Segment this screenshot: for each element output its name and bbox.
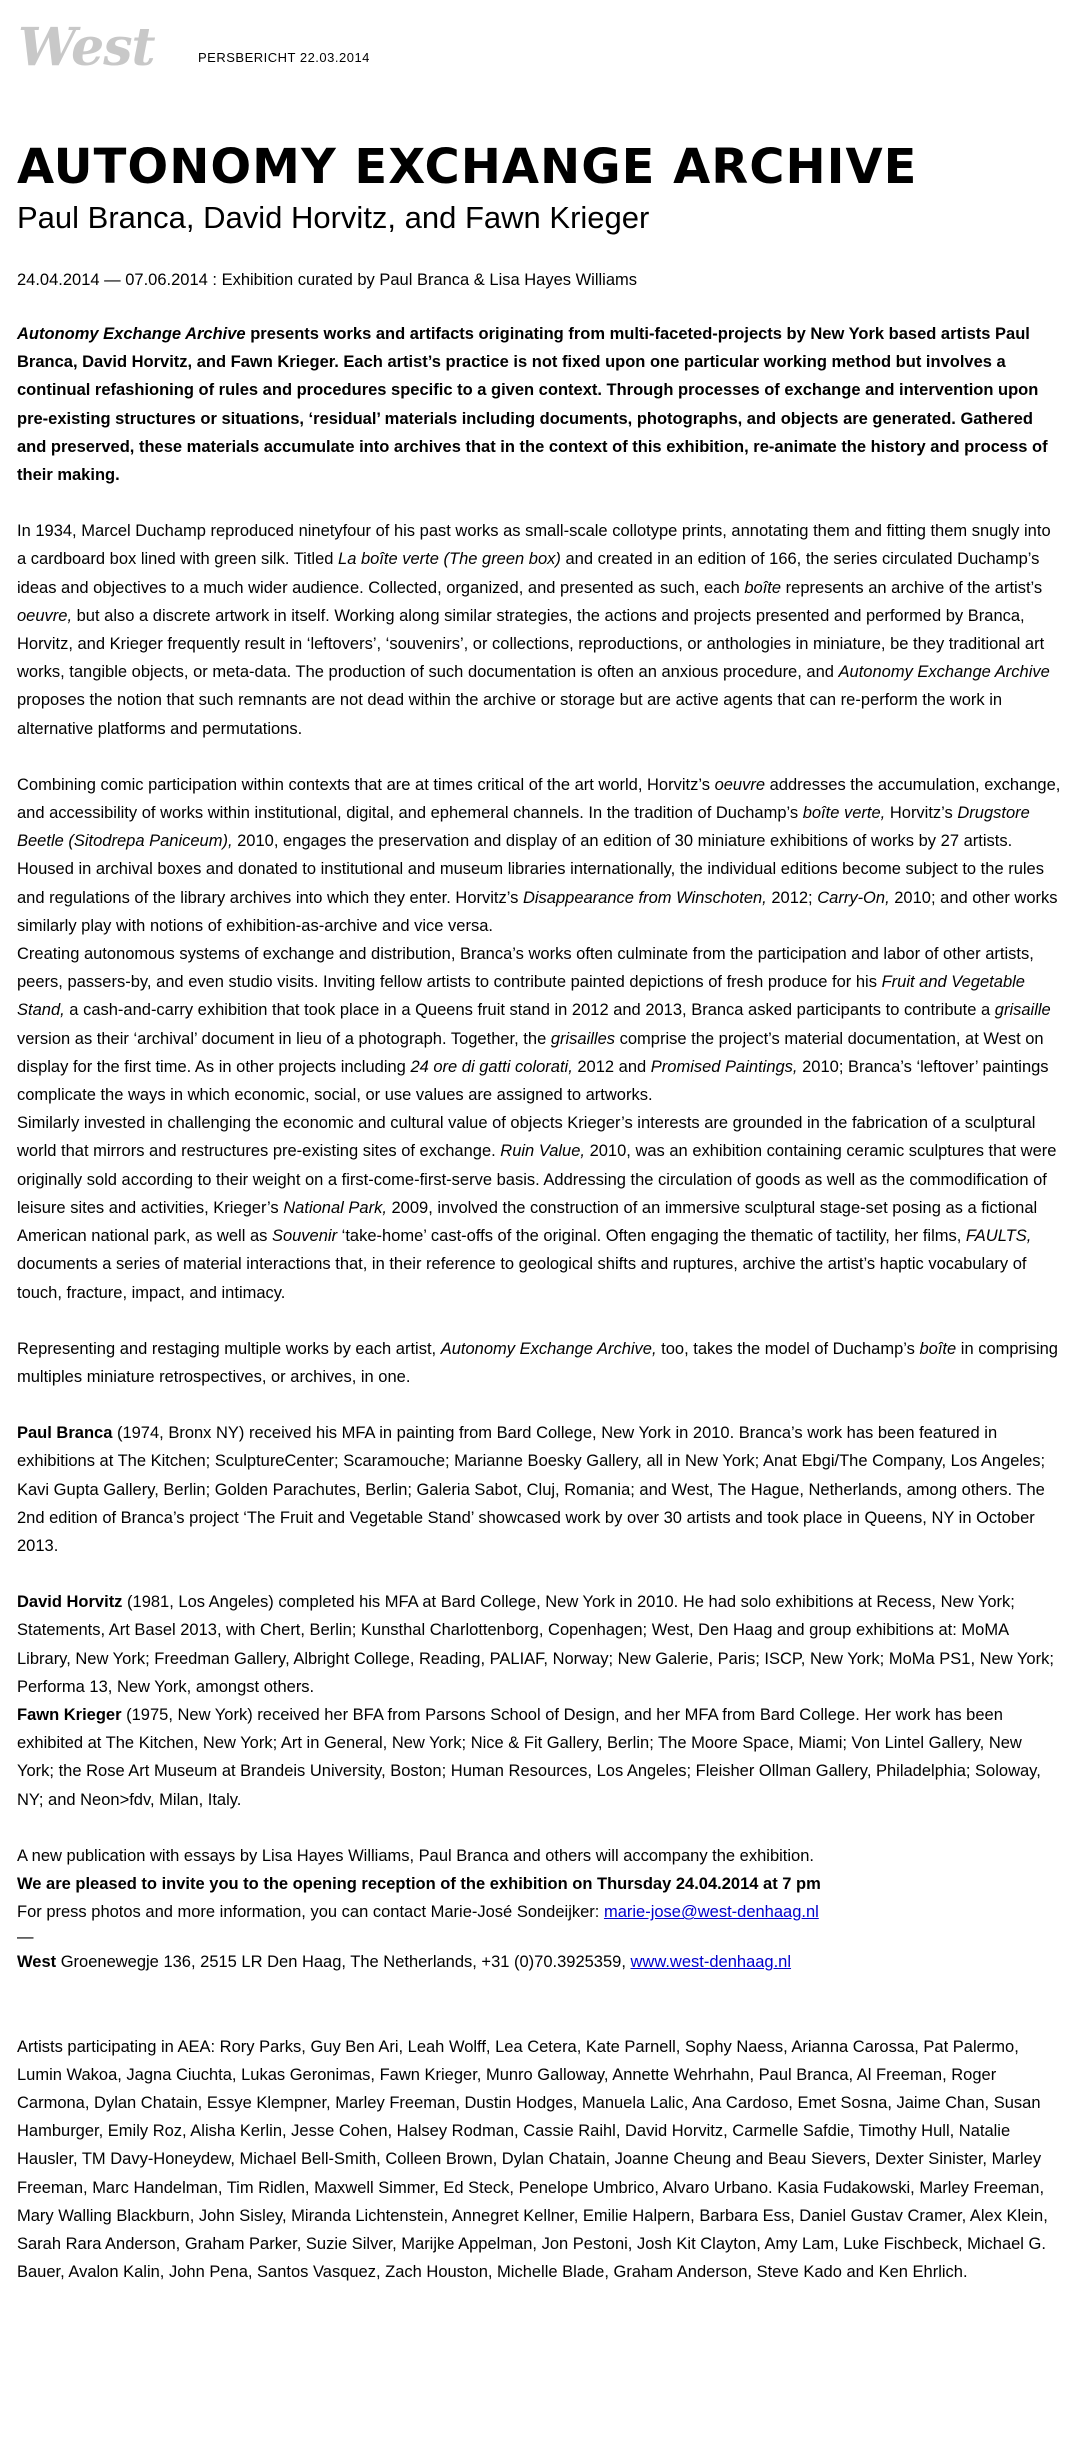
text-run: documents a series of material interactions that, in their reference to geological shifts and ruptures, archive the artist’s haptic vocabulary of touch, fracture, impact, and intimacy. bbox=[17, 1255, 1027, 1302]
bio-text: (1981, Los Angeles) completed his MFA at Bard College, New York in 2010. He had solo exhibitions at Recess, New York; Statements, Art Basel 2013, with Chert, Berlin; Kunsthal Charlottenborg, Copenhagen; West, Den Haag and group exhibitions at: MoMA Library, New York; Freedman Gallery, Albright College, Reading, PALIAF, Norway; New Galerie, Paris; ISCP, New York; MoMa PS1, New York; Performa 13, New York, amongst others. bbox=[17, 1593, 1054, 1696]
italic-run: 24 ore di gatti colorati, bbox=[410, 1057, 573, 1076]
italic-run: Disappearance from Winschoten, bbox=[522, 888, 767, 907]
text-run: 2010, was an exhibition containing ceramic sculptures that were originally sold according to their weight on a first-come-first-serve basis. Addressing the circulation of goods as well as the commodification of leisure sites and activities, Krieger’s bbox=[17, 1142, 1057, 1217]
paragraph-summary bbox=[17, 1335, 1062, 1391]
text-run: Combining comic participation within contexts that are at times critical of the art world, Horvitz’s bbox=[17, 775, 715, 794]
text-run: In 1934, Marcel Duchamp reproduced ninetyfour of his past works as small-scale collotype prints, annotating them and fitting them snugly into a cardboard box lined with green silk. Titled bbox=[17, 522, 1051, 569]
intro-paragraph bbox=[17, 320, 1062, 489]
text-run: 2009, involved the construction of an immersive sculptural stage-set posing as a fictional American national park, as well as bbox=[17, 1198, 1038, 1246]
italic-run: Promised Paintings, bbox=[650, 1057, 798, 1076]
text-run: but also a discrete artwork in itself. Working along similar strategies, the actions and projects presented and performed by Branca, Horvitz, and Krieger frequently result in ‘leftovers’, ‘souvenirs’, or collections, reproductions, or anthologies in miniature, be they traditional art works, tangible objects, or meta-data. The production of such documentation is often an anxious procedure, and bbox=[17, 606, 1045, 682]
italic-run: Autonomy Exchange Archive bbox=[838, 663, 1050, 682]
text-run: in comprising multiples miniature retrospectives, or archives, in one. bbox=[17, 1339, 1058, 1386]
intro-title-italic: Autonomy Exchange Archive bbox=[17, 325, 246, 343]
paragraph-duchamp bbox=[17, 517, 1062, 743]
italic-run: National Park, bbox=[283, 1198, 387, 1217]
artists-participating: Artists participating in AEA: Rory Parks, Guy Ben Ari, Leah Wolff, Lea Cetera, Kate Parnell, Sophy Naess, Arianna Carossa, Pat Palermo, Lumin Wakoa, Jagna Ciuchta, Lukas Geronimas, Fawn Krieger, Munro Galloway, Annette Wehrhahn, Paul Branca, Al Freeman, Roger Carmona, Dylan Chatain, Essye Klempner, Marley Freeman, Dustin Hodges, Manuela Lalic, Ana Cardoso, Emet Sosna, Jaime Chan, Susan Hamburger, Emily Roz, Alisha Kerlin, Jesse Cohen, Halsey Rodman, Cassie Raihl, David Horvitz, Carmelle Safdie, Timothy Hull, Natalie Hausler, TM Davy-Honeydew, Michael Bell-Smith, Colleen Brown, Dylan Chatain, Joanne Cheung and Beau Sievers, Dexter Sinister, Marley Freeman, Marc Handelman, Tim Ridlen, Maxwell Simmer, Ed Steck, Penelope Umbrico, Alvaro Urbano. Kasia Fudakowski, Marley Freeman, Mary Walling Blackburn, John Sisley, Miranda Lichtenstein, Annegret Kellner, Emilie Halpern, Barbara Ess, Daniel Gustav Cramer, Alex Klein, Sarah Rara Anderson, Graham Parker, Suzie Silver, Marijke Appelman, Jon Pestoni, Josh Kit Clayton, Amy Lam, Luke Fischbeck, Michael G. Bauer, Avalon Kalin, John Pena, Santos Vasquez, Zach Houston, Michelle Blade, Graham Anderson, Steve Kado and Ken Ehrlich. bbox=[17, 2037, 1048, 2282]
bio-david-horvitz bbox=[17, 1588, 1062, 1701]
text-run: 2012; bbox=[766, 888, 818, 907]
text-run: 2012 and bbox=[572, 1057, 651, 1076]
text-run: version as their ‘archival’ document in lieu of a photograph. Together, the bbox=[17, 1029, 551, 1048]
subtitle: Paul Branca, David Horvitz, and Fawn Krieger bbox=[17, 200, 650, 235]
bio-name: Paul Branca bbox=[17, 1424, 113, 1443]
exhibition-dates: 24.04.2014 — 07.06.2014 : Exhibition curated by Paul Branca & Lisa Hayes Williams bbox=[17, 271, 638, 289]
text-run: Creating autonomous systems of exchange and distribution, Branca’s works often culminate from the participation and labor of other artists, peers, passers-by, and even studio visits. Inviting fellow artists to contribute painted depictions of fresh produce for his bbox=[17, 945, 1034, 992]
italic-run: FAULTS, bbox=[965, 1227, 1032, 1246]
text-run: and created in an edition of 166, the series circulated Duchamp’s ideas and objectives to a much wider audience. Collected, organized, and presented as such, each bbox=[17, 550, 1040, 597]
website-link[interactable]: www.west-denhaag.nl bbox=[630, 1953, 792, 1972]
text-run: addresses the accumulation, exchange, and accessibility of works within institutional, digital, and ephemeral channels. In the tradition of Duchamp’s bbox=[17, 775, 1061, 823]
italic-run: Autonomy Exchange Archive, bbox=[440, 1339, 657, 1358]
text-run: 2010; and other works similarly play with notions of exhibition-as-archive and vice versa. bbox=[17, 888, 1058, 935]
press-release-date: PERSBERICHT 22.03.2014 bbox=[198, 50, 370, 65]
text-run: too, takes the model of Duchamp’s bbox=[656, 1339, 920, 1358]
text-run: proposes the notion that such remnants are not dead within the archive or storage but are active agents that can re-perform the work in alternative platforms and permutations. bbox=[17, 691, 1003, 738]
italic-run: boîte verte, bbox=[802, 804, 886, 823]
italic-run: oeuvre, bbox=[17, 606, 73, 625]
italic-run: Drugstore Beetle (Sitodrepa Paniceum), bbox=[17, 804, 1030, 851]
text-run: represents an archive of the artist’s bbox=[781, 578, 1043, 597]
text-run: 2010; Branca’s ‘leftover’ paintings complicate the ways in which economic, social, or use values are assigned to artworks. bbox=[17, 1057, 1049, 1105]
italic-run: Fruit and Vegetable Stand, bbox=[17, 973, 1025, 1020]
text-run: comprise the project’s material documentation, at West on display for the first time. As in other projects including bbox=[17, 1029, 1044, 1076]
address-text: Groenewegje 136, 2515 LR Den Haag, The Netherlands, +31 (0)70.3925359, bbox=[56, 1953, 631, 1972]
italic-run: boîte bbox=[919, 1339, 957, 1358]
text-run: a cash-and-carry exhibition that took place in a Queens fruit stand in 2012 and 2013, Branca asked participants to contribute a bbox=[64, 1001, 995, 1020]
page-title: AUTONOMY EXCHANGE ARCHIVE bbox=[17, 139, 918, 195]
west-logo: West bbox=[18, 17, 155, 78]
bio-fawn-krieger bbox=[17, 1701, 1062, 1814]
paragraph-horvitz bbox=[17, 771, 1062, 940]
bio-text: (1975, New York) received her BFA from Parsons School of Design, and her MFA from Bard College. Her work has been exhibited at The Kitchen, New York; Art in General, New York; Nice & Fit Gallery, Berlin; The Moore Space, Miami; Von Lintel Gallery, New York; the Rose Art Museum at Brandeis University, Boston; Human Resources, Los Angeles; Fleisher Ollman Gallery, Philadelphia; Soloway, NY; and Neon>fdv, Milan, Italy. bbox=[17, 1705, 1041, 1809]
press-email-link[interactable]: marie-jose@west-denhaag.nl bbox=[603, 1903, 819, 1922]
bio-name: Fawn Krieger bbox=[17, 1705, 122, 1724]
italic-run: oeuvre bbox=[714, 775, 766, 794]
text-run: Horvitz’s bbox=[885, 804, 958, 823]
text-run: Representing and restaging multiple works by each artist, bbox=[17, 1339, 441, 1358]
bio-paul-branca bbox=[17, 1419, 1062, 1560]
intro-text: presents works and artifacts originating from multi-faceted-projects by New York based artists Paul Branca, David Horvitz, and Fawn Krieger. Each artist’s practice is not fixed upon one particular working method but involves a continual refashioning of rules and procedures specific to a given context. Through processes of exchange and intervention upon pre-existing structures or situations, ‘residual’ materials including documents, photographs, and objects are generated. Gathered and preserved, these materials accumulate into archives that in the context of this exhibition, re-animate the history and process of their making. bbox=[17, 325, 1048, 485]
italic-run: Souvenir bbox=[271, 1227, 338, 1246]
italic-run: Ruin Value, bbox=[500, 1142, 585, 1161]
italic-run: boîte bbox=[744, 578, 782, 597]
bio-name: David Horvitz bbox=[17, 1593, 123, 1612]
address-line bbox=[17, 1948, 1062, 1976]
text-run: Similarly invested in challenging the economic and cultural value of objects Krieger’s interests are grounded in the fabrication of a sculptural world that mirrors and restructures pre-existing sites of exchange. bbox=[17, 1114, 1036, 1161]
divider-dash: — bbox=[17, 1928, 34, 1947]
publication-note: A new publication with essays by Lisa Hayes Williams, Paul Branca and others will accompany the exhibition. bbox=[17, 1846, 814, 1865]
paragraph-branca bbox=[17, 940, 1062, 1109]
main-content bbox=[17, 138, 1062, 2286]
italic-run: grisaille bbox=[994, 1001, 1051, 1020]
italic-run: grisailles bbox=[550, 1029, 616, 1048]
text-run: 2010, engages the preservation and display of an edition of 30 miniature exhibitions of works by 27 artists. Housed in archival boxes and donated to institutional and museum libraries internationally, the individual editions become subject to the rules and regulations of the library archives into which they enter. Horvitz’s bbox=[17, 832, 1044, 907]
west-label: West bbox=[17, 1953, 57, 1972]
opening-invitation: We are pleased to invite you to the opening reception of the exhibition on Thursday 24.04.2014 at 7 pm bbox=[17, 1874, 821, 1893]
press-contact-text: For press photos and more information, you can contact Marie-José Sondeijker: bbox=[17, 1903, 604, 1922]
text-run: ‘take-home’ cast-offs of the original. Often engaging the thematic of tactility, her films, bbox=[337, 1227, 966, 1246]
press-contact bbox=[17, 1898, 1062, 1926]
paragraph-krieger bbox=[17, 1109, 1062, 1306]
bio-text: (1974, Bronx NY) received his MFA in painting from Bard College, New York in 2010. Branca’s work has been featured in exhibitions at The Kitchen; SculptureCenter; Scaramouche; Marianne Boesky Gallery, all in New York; Anat Ebgi/The Company, Los Angeles; Kavi Gupta Gallery, Berlin; Golden Parachutes, Berlin; Galeria Sabot, Cluj, Romania; and West, The Hague, Netherlands, among others. The 2nd edition of Branca’s project ‘The Fruit and Vegetable Stand’ showcased work by over 30 artists and took place in Queens, NY in October 2013. bbox=[17, 1424, 1046, 1555]
header bbox=[18, 17, 1058, 78]
italic-run: La boîte verte (The green box) bbox=[338, 550, 561, 569]
italic-run: Carry-On, bbox=[817, 888, 890, 907]
